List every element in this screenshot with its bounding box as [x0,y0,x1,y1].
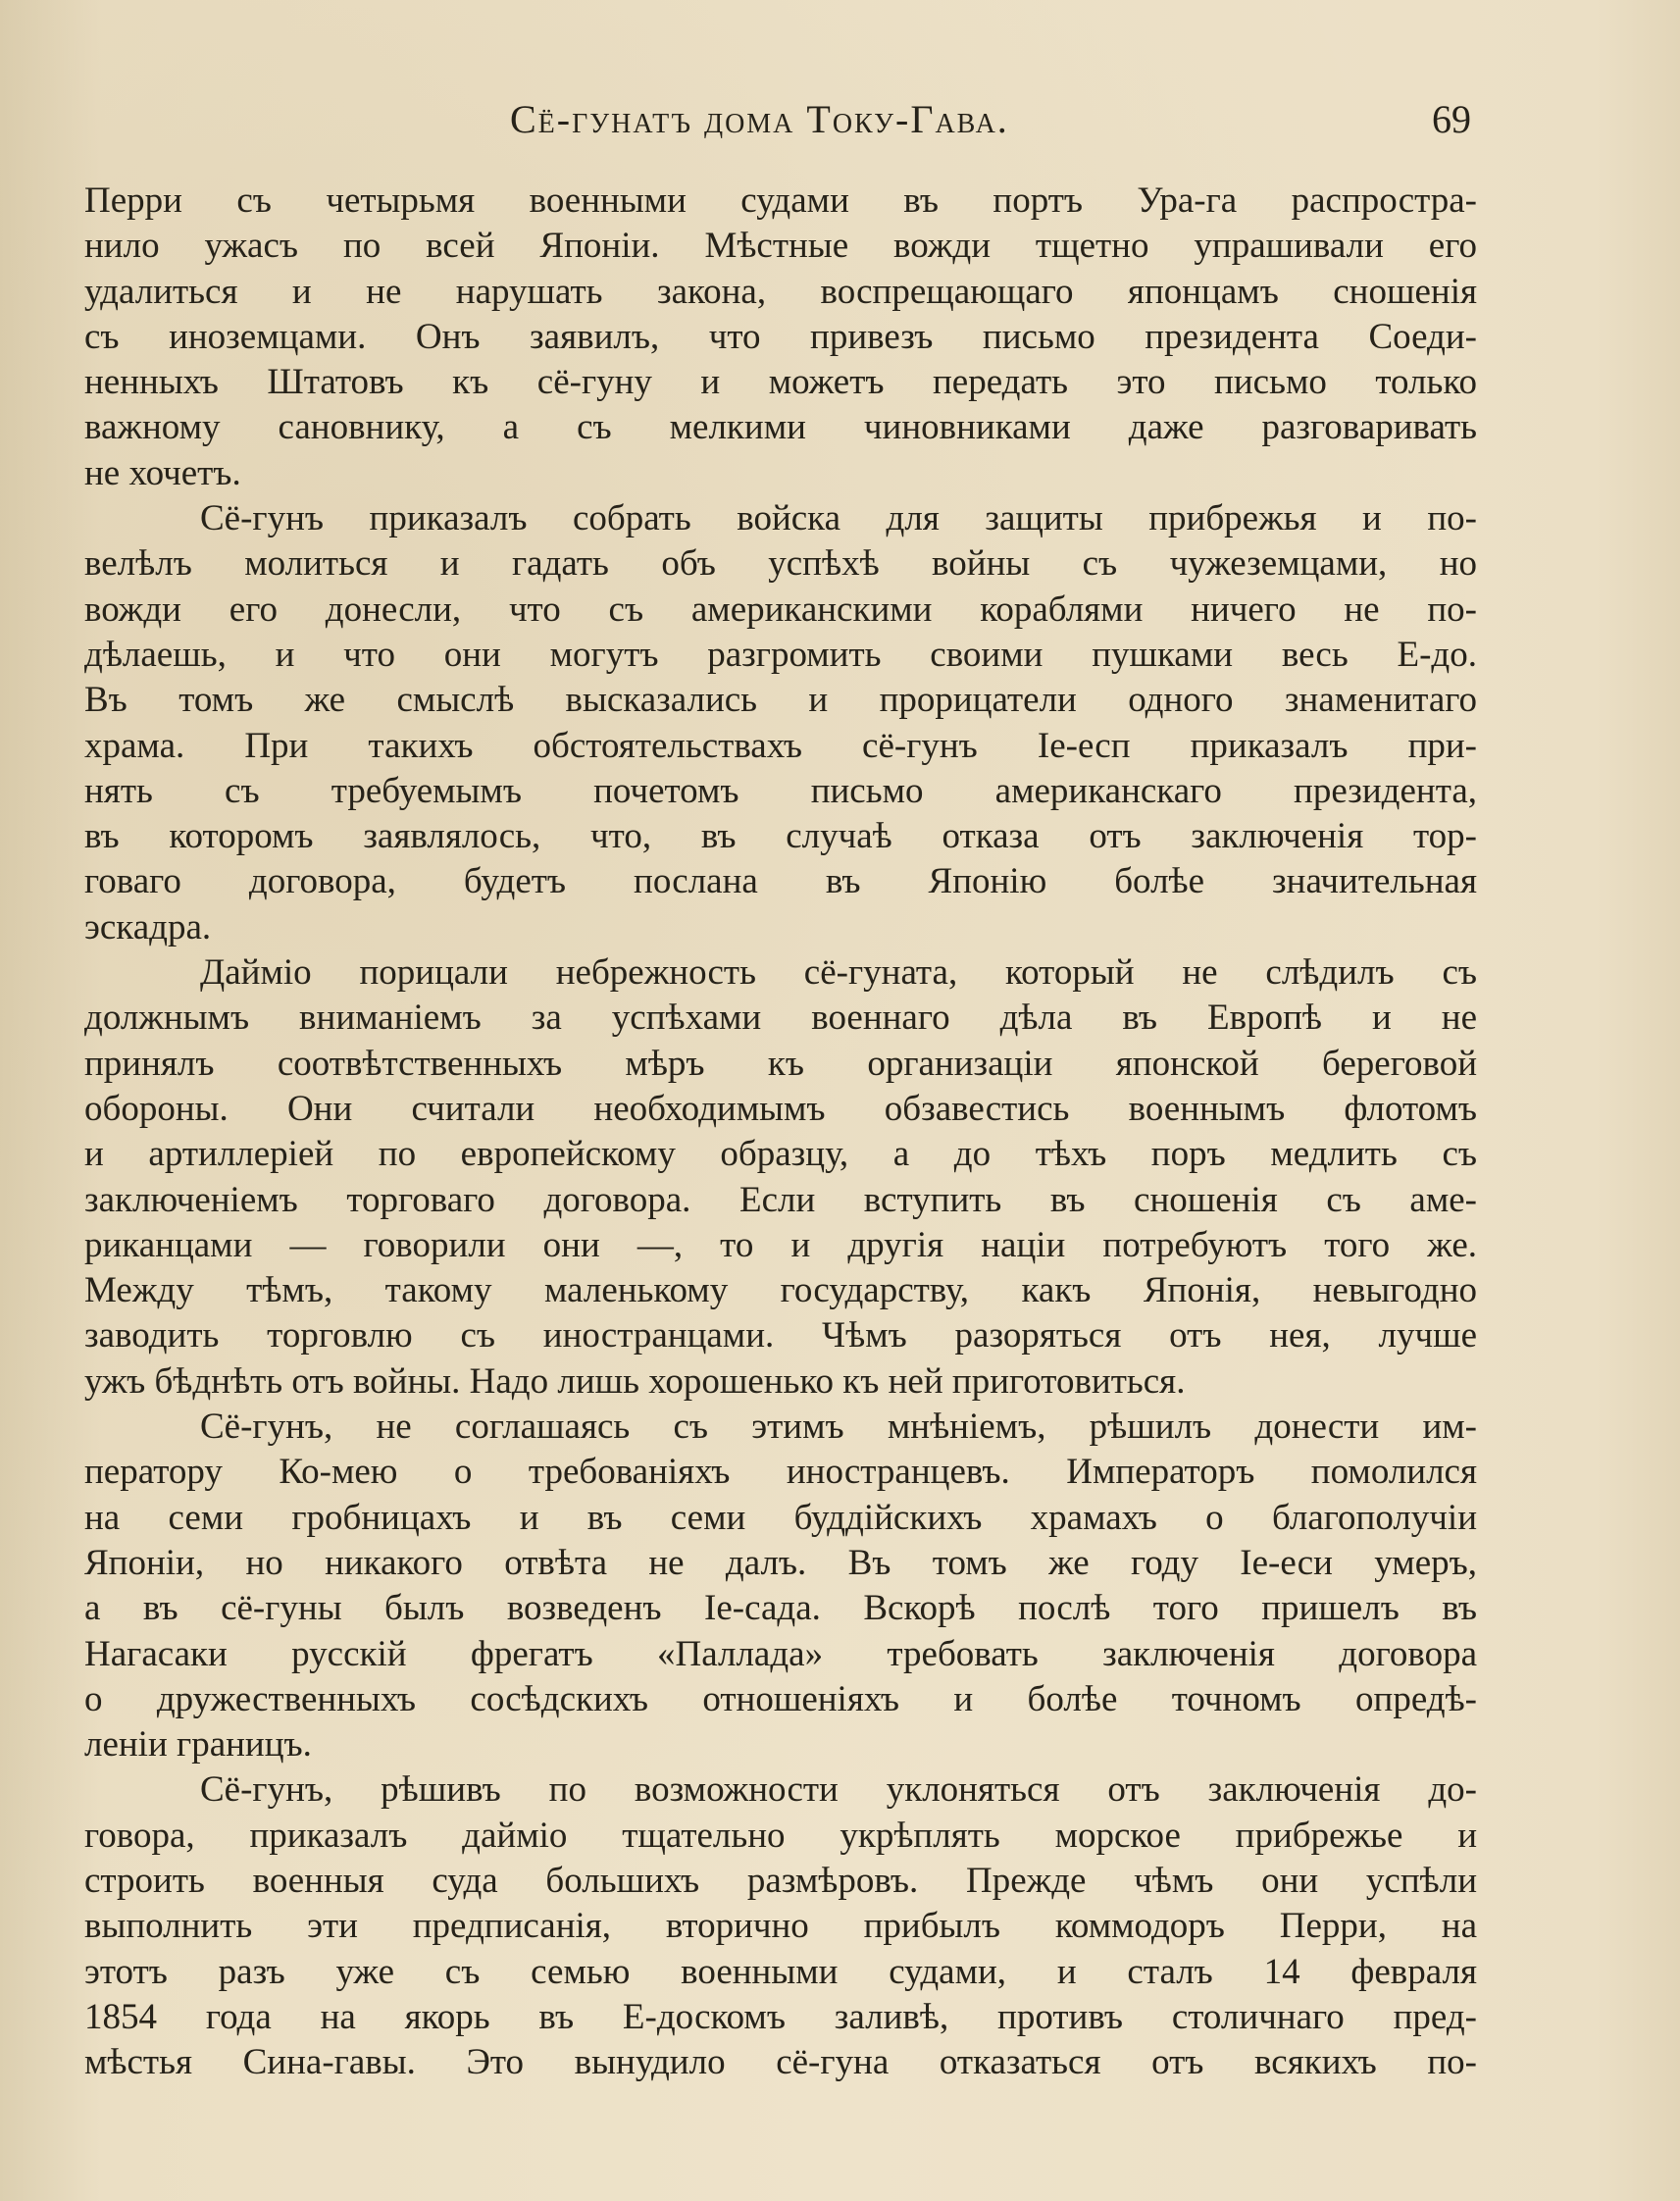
text-line: принялъ соотвѣтственныхъ мѣръ къ организаціи японской береговой [84,1043,1477,1084]
text-line: ператору Ко-мею о требованіяхъ иностранцевъ. Императоръ помолился [84,1452,1477,1493]
text-line: строить военныя суда большихъ размѣровъ. Прежде чѣмъ они успѣли [84,1860,1477,1901]
text-line: и артиллеріей по европейскому образцу, а до тѣхъ поръ медлить съ [84,1134,1477,1175]
text-line: должнымъ вниманіемъ за успѣхами военнаго дѣла въ Европѣ и не [84,998,1477,1039]
text-line: на семи гробницахъ и въ семи буддійскихъ храмахъ о благополучіи [84,1497,1477,1538]
page-number: 69 [1432,97,1471,141]
text-line: леніи границъ. [84,1724,312,1766]
text-line: заводить торговлю съ иностранцами. Чѣмъ разоряться отъ нея, лучше [84,1315,1477,1356]
page-header [0,96,1680,155]
text-line: удалиться и не нарушать закона, воспрещающаго японцамъ сношенія [84,271,1477,312]
text-line: Японіи, но никакого отвѣта не далъ. Въ томъ же году Іе-еси умеръ, [84,1542,1477,1583]
text-line: дѣлаешь, и что они могутъ разгромить своими пушками весь Е-до. [84,634,1477,675]
text-line: съ иноземцами. Онъ заявилъ, что привезъ письмо президента Соеди- [84,316,1477,357]
text-line: говора, приказалъ даймio тщательно укрѣплять морское прибрежье и [84,1815,1477,1856]
text-line: Въ томъ же смыслѣ высказались и прорицатели одного знаменитаго [84,680,1477,721]
text-line: заключеніемъ торговаго договора. Если вступить въ сношенія съ аме- [84,1179,1477,1220]
text-line: ужъ бѣднѣть отъ войны. Надо лишь хорошенько къ ней приготовиться. [84,1360,1186,1402]
text-line: Даймio порицали небрежность сё-гуната, который не слѣдилъ съ [200,952,1477,994]
text-line: Между тѣмъ, такому маленькому государству, какъ Японія, невыгодно [84,1270,1477,1311]
text-line: Сё-гунъ, не соглашаясь съ этимъ мнѣніемъ, рѣшилъ донести им- [200,1407,1477,1448]
text-line: нять съ требуемымъ почетомъ письмо американскаго президента, [84,770,1477,811]
text-line: выполнить эти предписанія, вторично прибылъ коммодоръ Перри, на [84,1906,1477,1947]
text-line: ненныхъ Штатовъ къ сё-гуну и можетъ передать это письмо только [84,362,1477,403]
text-line: не хочетъ. [84,452,241,493]
text-line: Перри съ четырьмя военными судами въ портъ Ура-га распростра- [84,180,1477,221]
text-line: обороны. Они считали необходимымъ обзавестись военнымъ флотомъ [84,1088,1477,1129]
text-line: о дружественныхъ сосѣдскихъ отношеніяхъ и болѣе точномъ опредѣ- [84,1678,1477,1719]
text-line: эскадра. [84,906,212,947]
running-title: Сё-гунатъ дома Току-Гава. [510,97,1009,141]
text-line: этотъ разъ уже съ семью военными судами, и сталъ 14 февраля [84,1951,1477,1992]
text-line: вожди его донесли, что съ американскими кораблями ничего не по- [84,589,1477,630]
text-line: Сё-гунъ, рѣшивъ по возможности уклоняться отъ заключенія до- [200,1769,1477,1811]
text-line: риканцами — говорили они —, то и другія націи потребуютъ того же. [84,1224,1477,1265]
text-line: мѣстья Сина-гавы. Это вынудило сё-гуна отказаться отъ всякихъ по- [84,2042,1477,2083]
text-line: въ которомъ заявлялось, что, въ случаѣ отказа отъ заключенія тор- [84,816,1477,857]
text-line: 1854 года на якорь въ Е-доскомъ заливѣ, противъ столичнаго пред- [84,1996,1477,2037]
text-line: важному сановнику, а съ мелкими чиновниками даже разговаривать [84,407,1477,448]
body-text [84,179,1477,2085]
text-line: Сё-гунъ приказалъ собрать войска для защиты прибрежья и по- [200,498,1477,539]
text-line: говаго договора, будетъ послана въ Японію болѣе значительная [84,861,1477,902]
text-line: храма. При такихъ обстоятельствахъ сё-гунъ Іе-есп приказалъ при- [84,725,1477,766]
text-line: Нагасаки русскій фрегатъ «Паллада» требовать заключенія договора [84,1633,1477,1674]
text-line: велѣлъ молиться и гадать объ успѣхѣ войны съ чужеземцами, но [84,543,1477,585]
text-line: а въ сё-гуны былъ возведенъ Іе-сада. Вскорѣ послѣ того пришелъ въ [84,1588,1477,1629]
text-line: нило ужасъ по всей Японіи. Мѣстные вожди тщетно упрашивали его [84,226,1477,267]
